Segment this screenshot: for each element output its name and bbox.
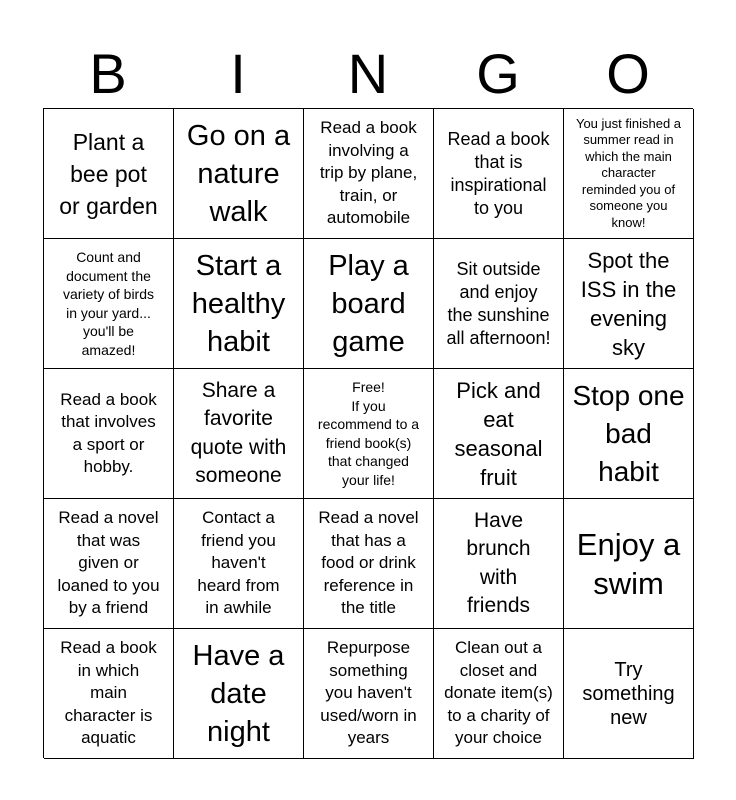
cell-text: Read a book that is inspirational to you <box>447 128 550 218</box>
bingo-cell[interactable] <box>174 629 304 759</box>
bingo-cell-free[interactable] <box>304 369 434 499</box>
cell-text: Sit outside and enjoy the sunshine all afternoon! <box>446 258 551 348</box>
cell-text: Stop one bad habit <box>572 379 685 487</box>
cell-text: Free! If you recommend to a friend book(s) that changed your life! <box>317 379 420 488</box>
bingo-cell[interactable] <box>44 369 174 499</box>
cell-text: Read a book involving a trip by plane, train, or automobile <box>319 118 418 228</box>
bingo-cell[interactable] <box>564 239 694 369</box>
bingo-cell[interactable] <box>564 499 694 629</box>
bingo-cell[interactable] <box>564 109 694 239</box>
bingo-cell[interactable] <box>304 629 434 759</box>
bingo-cell[interactable] <box>174 369 304 499</box>
bingo-cell[interactable] <box>304 109 434 239</box>
cell-text: Count and document the variety of birds in your yard... you'll be amazed! <box>62 249 155 358</box>
header-letter-o: O <box>606 42 650 105</box>
cell-text: Spot the ISS in the evening sky <box>580 247 677 360</box>
bingo-cell[interactable] <box>174 109 304 239</box>
bingo-cell[interactable] <box>174 499 304 629</box>
header-letter-i: I <box>230 42 246 105</box>
cell-text: Read a book in which main character is aquatic <box>60 638 157 748</box>
cell-text: Go on a nature walk <box>186 119 291 228</box>
cell-text: Read a book that involves a sport or hobby. <box>60 389 157 476</box>
cell-text: Start a healthy habit <box>191 249 286 358</box>
bingo-cell[interactable] <box>434 239 564 369</box>
cell-text: Enjoy a swim <box>576 526 681 601</box>
cell-text: Clean out a closet and donate item(s) to a charity of your choice <box>444 638 553 748</box>
bingo-cell[interactable] <box>564 369 694 499</box>
header-letter-n: N <box>347 42 389 105</box>
cell-text: Contact a friend you haven't heard from in awhile <box>197 508 280 618</box>
bingo-cell[interactable] <box>44 239 174 369</box>
bingo-cell[interactable] <box>564 629 694 759</box>
cell-text: Plant a bee pot or garden <box>59 128 158 219</box>
bingo-cell[interactable] <box>304 499 434 629</box>
bingo-cell[interactable] <box>434 369 564 499</box>
cell-text: Play a board game <box>328 249 409 358</box>
cell-text: Share a favorite quote with someone <box>190 378 287 487</box>
cell-text: Read a novel that was given or loaned to you by a friend <box>57 508 160 618</box>
bingo-cell[interactable] <box>304 239 434 369</box>
bingo-header <box>43 40 693 108</box>
cell-text: Have a date night <box>192 639 285 748</box>
bingo-cell[interactable] <box>44 629 174 759</box>
bingo-cell[interactable] <box>434 499 564 629</box>
bingo-cell[interactable] <box>174 239 304 369</box>
bingo-cell[interactable] <box>434 109 564 239</box>
cell-text: Try something new <box>582 658 675 729</box>
cell-text: Have brunch with friends <box>466 508 531 617</box>
header-letter-b: B <box>89 42 127 105</box>
cell-text: Pick and eat seasonal fruit <box>454 377 543 490</box>
cell-text: Repurpose something you haven't used/worn in years <box>320 638 417 748</box>
bingo-grid <box>43 108 693 758</box>
bingo-cell[interactable] <box>434 629 564 759</box>
bingo-cell[interactable] <box>44 499 174 629</box>
cell-text: Read a novel that has a food or drink reference in the title <box>318 508 419 618</box>
cell-text: You just finished a summer read in which the main character reminded you of someone you know! <box>575 115 682 230</box>
bingo-cell[interactable] <box>44 109 174 239</box>
header-letter-g: G <box>476 42 520 105</box>
